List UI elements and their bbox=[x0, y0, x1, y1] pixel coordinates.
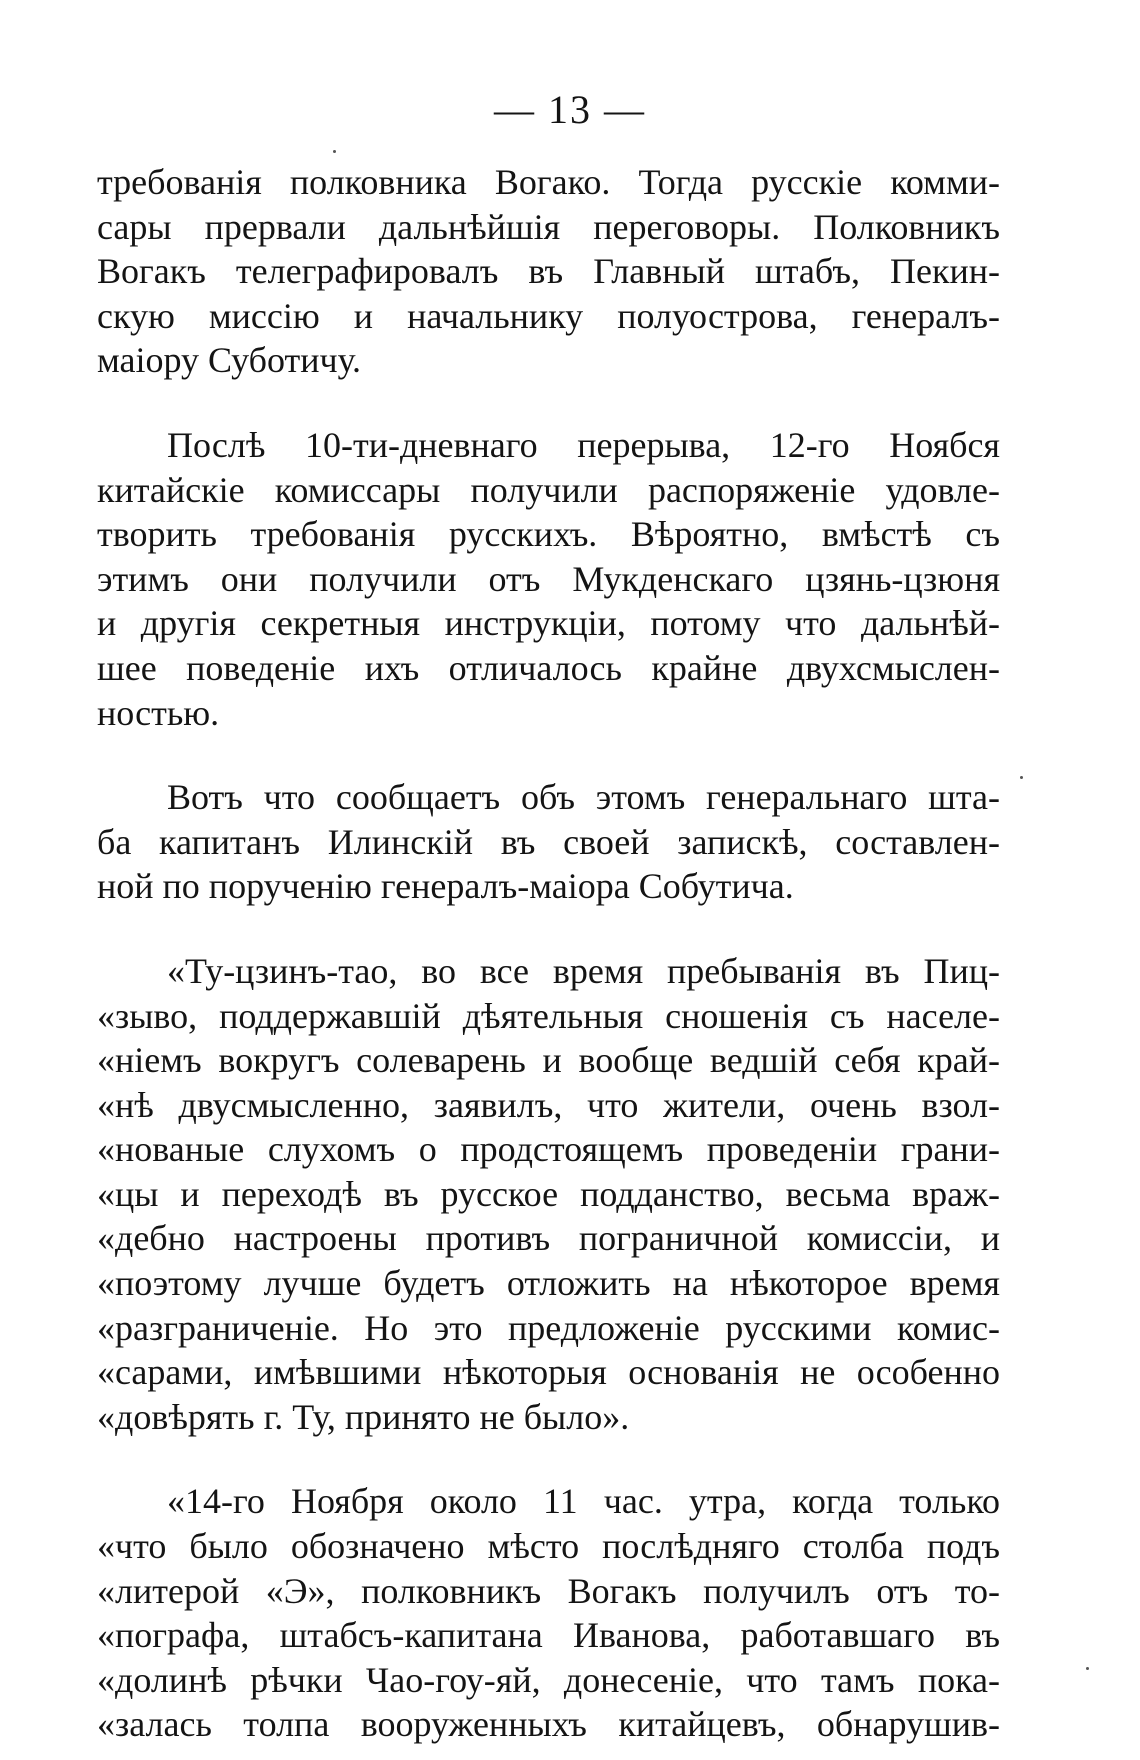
text-line: «цы и переходѣ въ русское подданство, весьма враж- bbox=[97, 1173, 1000, 1214]
text-line: ба капитанъ Илинскій въ своей запискѣ, составлен- bbox=[97, 821, 1000, 862]
text-line: «зыво, поддержавшій дѣятельныя сношенія съ населе- bbox=[97, 995, 1000, 1036]
paragraph-1 bbox=[97, 160, 1000, 383]
text-line: «дебно настроены противъ пограничной комиссіи, и bbox=[97, 1218, 1000, 1259]
text-line: «долинѣ рѣчки Чао-гоу-яй, донесеніе, что тамъ пока- bbox=[97, 1659, 1000, 1700]
text-line: «пографа, штабсъ-капитана Иванова, работавшаго въ bbox=[97, 1615, 1000, 1656]
paragraph-gap bbox=[97, 735, 1000, 775]
text-line: «ніемъ вокругъ солеварень и вообще ведшій себя край- bbox=[97, 1040, 1000, 1081]
paragraph-gap bbox=[97, 909, 1000, 949]
text-line: «сарами, имѣвшими нѣкоторыя основанія не особенно bbox=[97, 1352, 1000, 1393]
text-line: и другія секретныя инструкціи, потому что дальнѣй- bbox=[97, 603, 1000, 644]
text-line: «разграниченіе. Но это предложеніе русскими комис- bbox=[97, 1307, 1000, 1348]
print-speck bbox=[1086, 1667, 1089, 1670]
text-line: «поэтому лучше будетъ отложить на нѣкоторое время bbox=[97, 1263, 1000, 1304]
text-line: скую миссію и начальнику полуострова, генералъ- bbox=[97, 295, 1000, 336]
text-line: «Ту-цзинъ-тао, во все время пребыванія въ Пиц- bbox=[167, 950, 1000, 991]
text-line: «нованые слухомъ о продстоящемъ проведеніи грани- bbox=[97, 1129, 1000, 1170]
text-line: «литерой «Э», полковникъ Вогакъ получилъ отъ то- bbox=[97, 1570, 1000, 1611]
text-line: творить требованія русскихъ. Вѣроятно, вмѣстѣ съ bbox=[97, 514, 1000, 555]
text-line: этимъ они получили отъ Мукденскаго цзянь-цзюня bbox=[97, 558, 1000, 599]
page-body bbox=[97, 160, 1000, 1747]
text-line: Вотъ что сообщаетъ объ этомъ генеральнаго шта- bbox=[167, 777, 1000, 818]
text-line: «залась толпа вооруженныхъ китайцевъ, обнарушив- bbox=[97, 1704, 1000, 1745]
print-speck bbox=[333, 150, 336, 153]
paragraph-2 bbox=[97, 423, 1000, 735]
page-number: — 13 — bbox=[494, 87, 646, 132]
text-line: сары прервали дальнѣйшія переговоры. Полковникъ bbox=[97, 206, 1000, 247]
text-line: «нѣ двусмысленно, заявилъ, что жители, очень взол- bbox=[97, 1084, 1000, 1125]
text-line: маіору Суботичу. bbox=[97, 340, 362, 381]
text-line: китайскіе комиссары получили распоряженіе удовле- bbox=[97, 469, 1000, 510]
text-line: «что было обозначено мѣсто послѣдняго столба подъ bbox=[97, 1526, 1000, 1567]
text-line: ной по порученію генералъ-маіора Собутича. bbox=[97, 866, 794, 907]
paragraph-gap bbox=[97, 383, 1000, 423]
text-line: «довѣрять г. Ту, принято не было». bbox=[97, 1396, 630, 1437]
paragraph-3 bbox=[97, 775, 1000, 909]
paragraph-5-quote bbox=[97, 1479, 1000, 1747]
text-line: шее поведеніе ихъ отличалось крайне двухсмыслен- bbox=[97, 647, 1000, 688]
text-line: ностью. bbox=[97, 692, 220, 733]
text-line: требованія полковника Вогако. Тогда русскіе комми- bbox=[97, 162, 1000, 202]
paragraph-4-quote bbox=[97, 949, 1000, 1440]
print-speck bbox=[1020, 776, 1023, 779]
text-line: «14-го Ноября около 11 час. утра, когда только bbox=[167, 1481, 1000, 1522]
paragraph-gap bbox=[97, 1439, 1000, 1479]
text-line: Вогакъ телеграфировалъ въ Главный штабъ, Пекин- bbox=[97, 251, 1000, 292]
text-line: Послѣ 10-ти-дневнаго перерыва, 12-го Ноябся bbox=[167, 424, 1000, 465]
